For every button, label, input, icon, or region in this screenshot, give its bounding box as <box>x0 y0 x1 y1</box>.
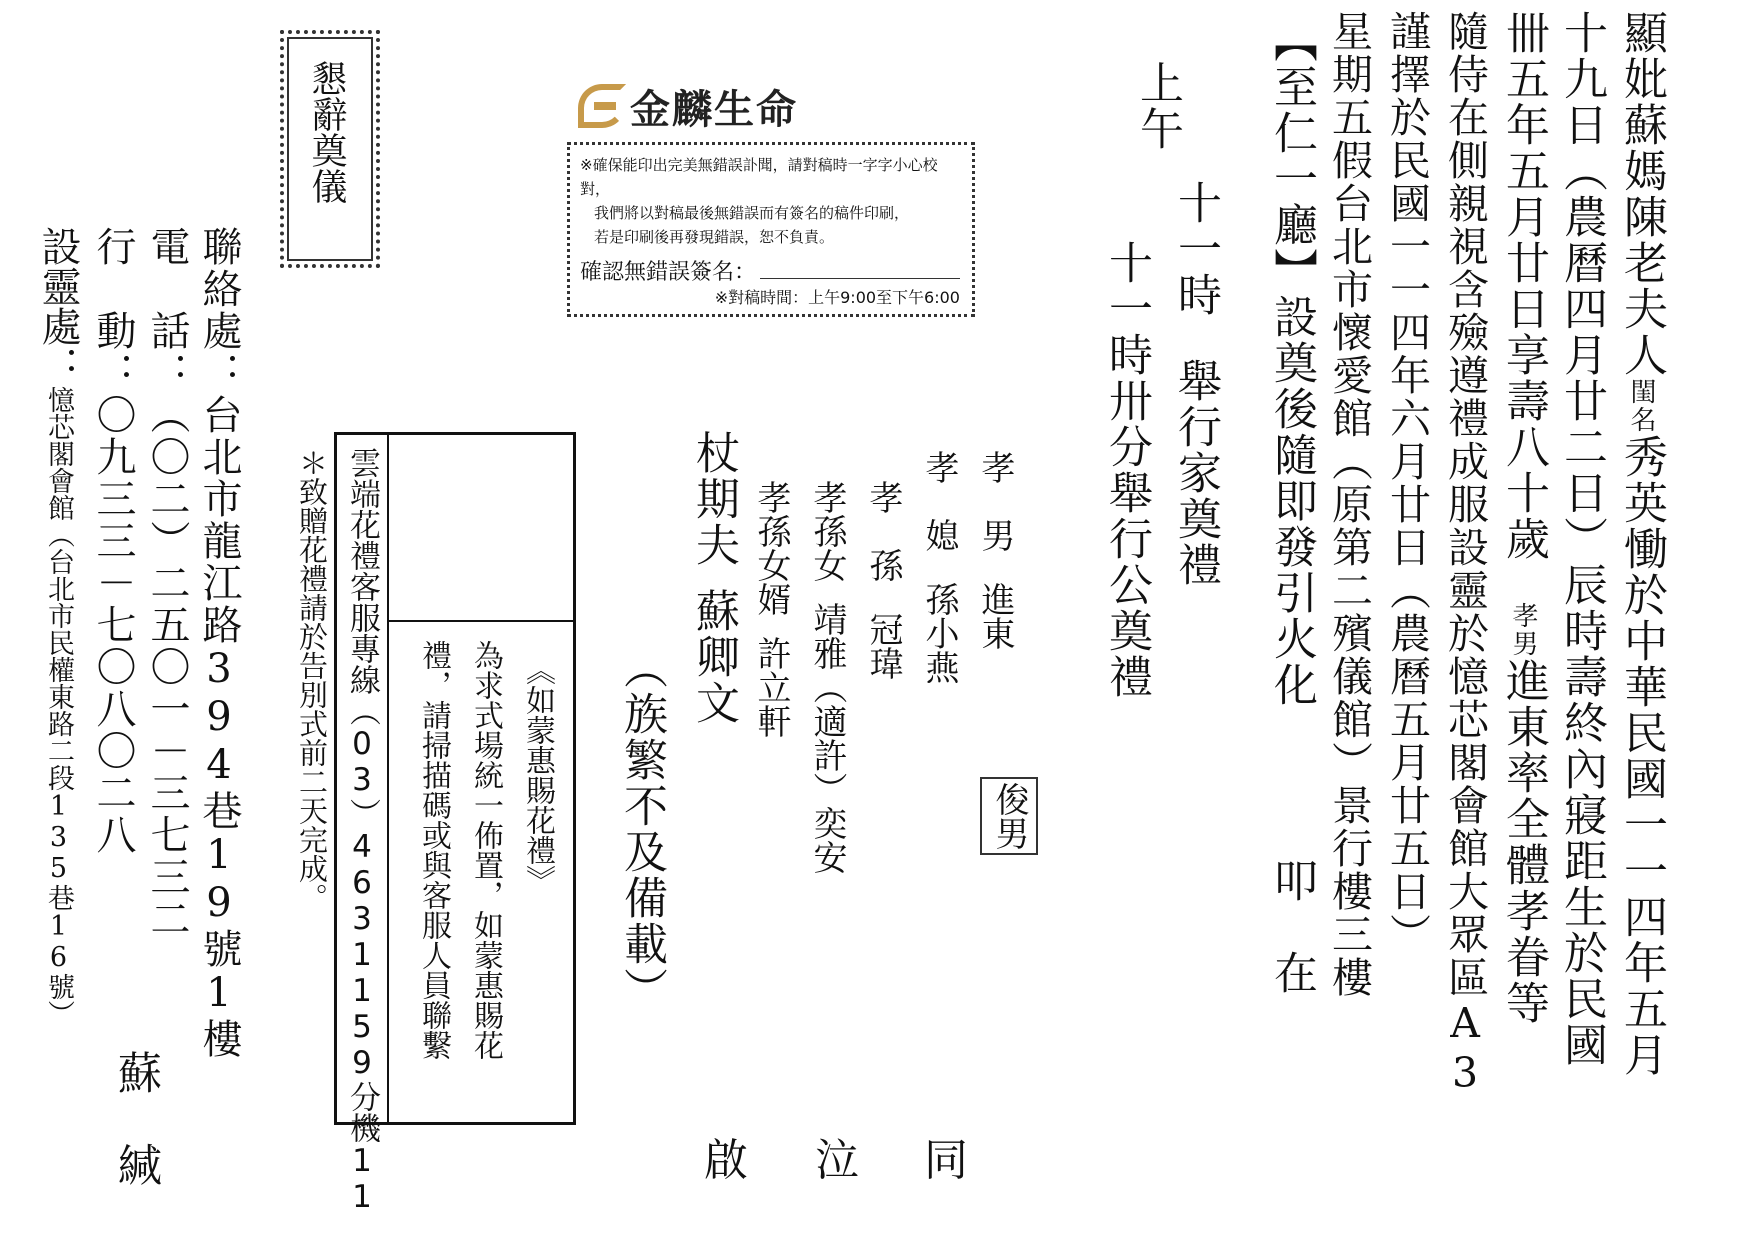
family-names: 進東 <box>975 582 1015 650</box>
signature-row[interactable] <box>580 261 962 285</box>
family-stamp: 俊男 <box>980 777 1038 855</box>
flower-title: 《如蒙惠賜花禮》 <box>520 655 555 895</box>
obituary-line-4: 隨侍在側親視含殮遵禮成服設靈於憶芯閣會館大眾區A3 <box>1441 10 1489 1099</box>
name-note: 閨名 <box>1626 378 1656 434</box>
flower-service-box <box>334 432 576 1215</box>
hall-label: 設靈處： <box>35 226 81 386</box>
family-names: 孫小燕 <box>919 582 959 684</box>
obituary-text: 進東率全體孝眷等 <box>1498 658 1549 1026</box>
obituary-text: 卌五年五月廿日享壽八十歲 <box>1498 10 1549 562</box>
public-ceremony: 十一時卅分舉行公奠禮 <box>1101 240 1152 700</box>
obituary-line-1 <box>1610 10 1672 1078</box>
box-divider <box>387 435 389 1122</box>
closing-inform: 啟 <box>704 1135 750 1186</box>
proof-notice: ※確保能印出完美無錯誤訃聞，請對稿時一字字小心校對， <box>580 156 938 198</box>
family-row-daughter-in-law <box>916 450 962 684</box>
family-role: 孝孫女 <box>807 480 847 582</box>
family-role: 孝 男 <box>975 450 1015 552</box>
family-row-husband <box>682 430 744 726</box>
closing-same: 同 <box>924 1135 970 1186</box>
family-role: 杖期夫 <box>688 430 739 568</box>
decline-text: 懇辭奠儀 <box>306 60 347 204</box>
hall-address: 憶芯閣會館（台北市民權東路二段135巷16號） <box>43 386 74 1027</box>
contact-mobile: 行 動：〇九三三－七〇八〇二八 <box>90 226 136 856</box>
ceremony-time: 十一時 <box>1170 180 1221 318</box>
family-names: 許立軒 <box>751 636 791 738</box>
family-names: 靖雅（適許）奕安 <box>807 602 847 874</box>
flower-body-1: 為求式場統一佈置，如蒙惠賜花 <box>468 640 503 1060</box>
obituary-text: 【至仁一廳】設奠後隨即發引火化 <box>1266 18 1317 708</box>
family-names: 蘇卿文 <box>688 588 739 726</box>
obituary-text: 顯妣蘇媽陳老夫人 <box>1616 10 1667 378</box>
family-names: 冠瑋 <box>863 612 903 680</box>
family-role: 孝 媳 <box>919 450 959 552</box>
flower-body-2: 禮，請掃描碼或與客服人員聯繫 <box>416 640 451 1060</box>
logo-text: 金麟生命 <box>630 85 798 133</box>
obituary-line-6: 星期五假台北市懷愛館（原第二殯儀館）景行樓三樓 <box>1325 10 1373 999</box>
family-row-son <box>972 450 1018 650</box>
ceremony-text: 舉行家奠禮 <box>1170 358 1221 588</box>
proof-hours: ※對稿時間：上午9:00至下午6:00 <box>714 288 960 307</box>
closing-weep: 泣 <box>815 1135 861 1186</box>
am-label: 上午 <box>1132 60 1183 152</box>
qr-area-divider <box>387 620 573 622</box>
obituary-line-2: 十九日（農曆四月廿二日）辰時壽終內寢距生於民國 <box>1556 10 1607 1068</box>
family-row-grandson-in-law <box>748 480 794 738</box>
contact-address: 聯絡處：台北市龍江路394巷19號1樓 <box>196 226 242 1060</box>
signature-label: 確認無錯誤簽名： <box>580 260 757 285</box>
sender-signature: 蘇 緘 <box>110 1050 161 1188</box>
flower-hotline: 雲端花禮客服專線（03）4631159分機11 <box>344 447 380 1215</box>
decline-offerings-box <box>280 30 380 268</box>
family-row-grandson <box>860 480 906 680</box>
family-row-granddaughter <box>804 480 850 874</box>
signature-line[interactable] <box>760 278 960 279</box>
proof-notice: 若是印刷後再發現錯誤，恕不負責。 <box>594 228 835 246</box>
flower-deadline-note: ＊致贈花禮請於告別式前二天完成。 <box>295 448 329 912</box>
role-note: 孝男 <box>1508 602 1538 658</box>
obituary-text: 秀英慟於中華民國一一四年五月 <box>1616 434 1667 1078</box>
logo-icon <box>578 84 626 128</box>
contact-hall <box>30 226 87 1027</box>
family-role: 孝孫女婿 <box>751 480 791 616</box>
family-ceremony <box>1164 180 1226 588</box>
proofreading-box <box>567 142 975 317</box>
contact-phone: 電 話：（〇二）二五〇一－三七三二 <box>144 226 190 940</box>
proof-notice: 我們將以對稿最後無錯誤而有簽名的稿件印刷， <box>594 204 910 222</box>
obituary-text: 叩 在 <box>1266 858 1317 996</box>
obituary-line-7 <box>1260 18 1322 996</box>
family-role: 孝 孫 <box>863 480 903 582</box>
clan-note: （族繁不及備載） <box>616 645 667 1013</box>
obituary-line-5: 謹擇於民國一一四年六月廿日（農曆五月廿五日） <box>1383 10 1431 956</box>
obituary-line-3 <box>1492 10 1554 1026</box>
company-logo <box>578 76 798 136</box>
